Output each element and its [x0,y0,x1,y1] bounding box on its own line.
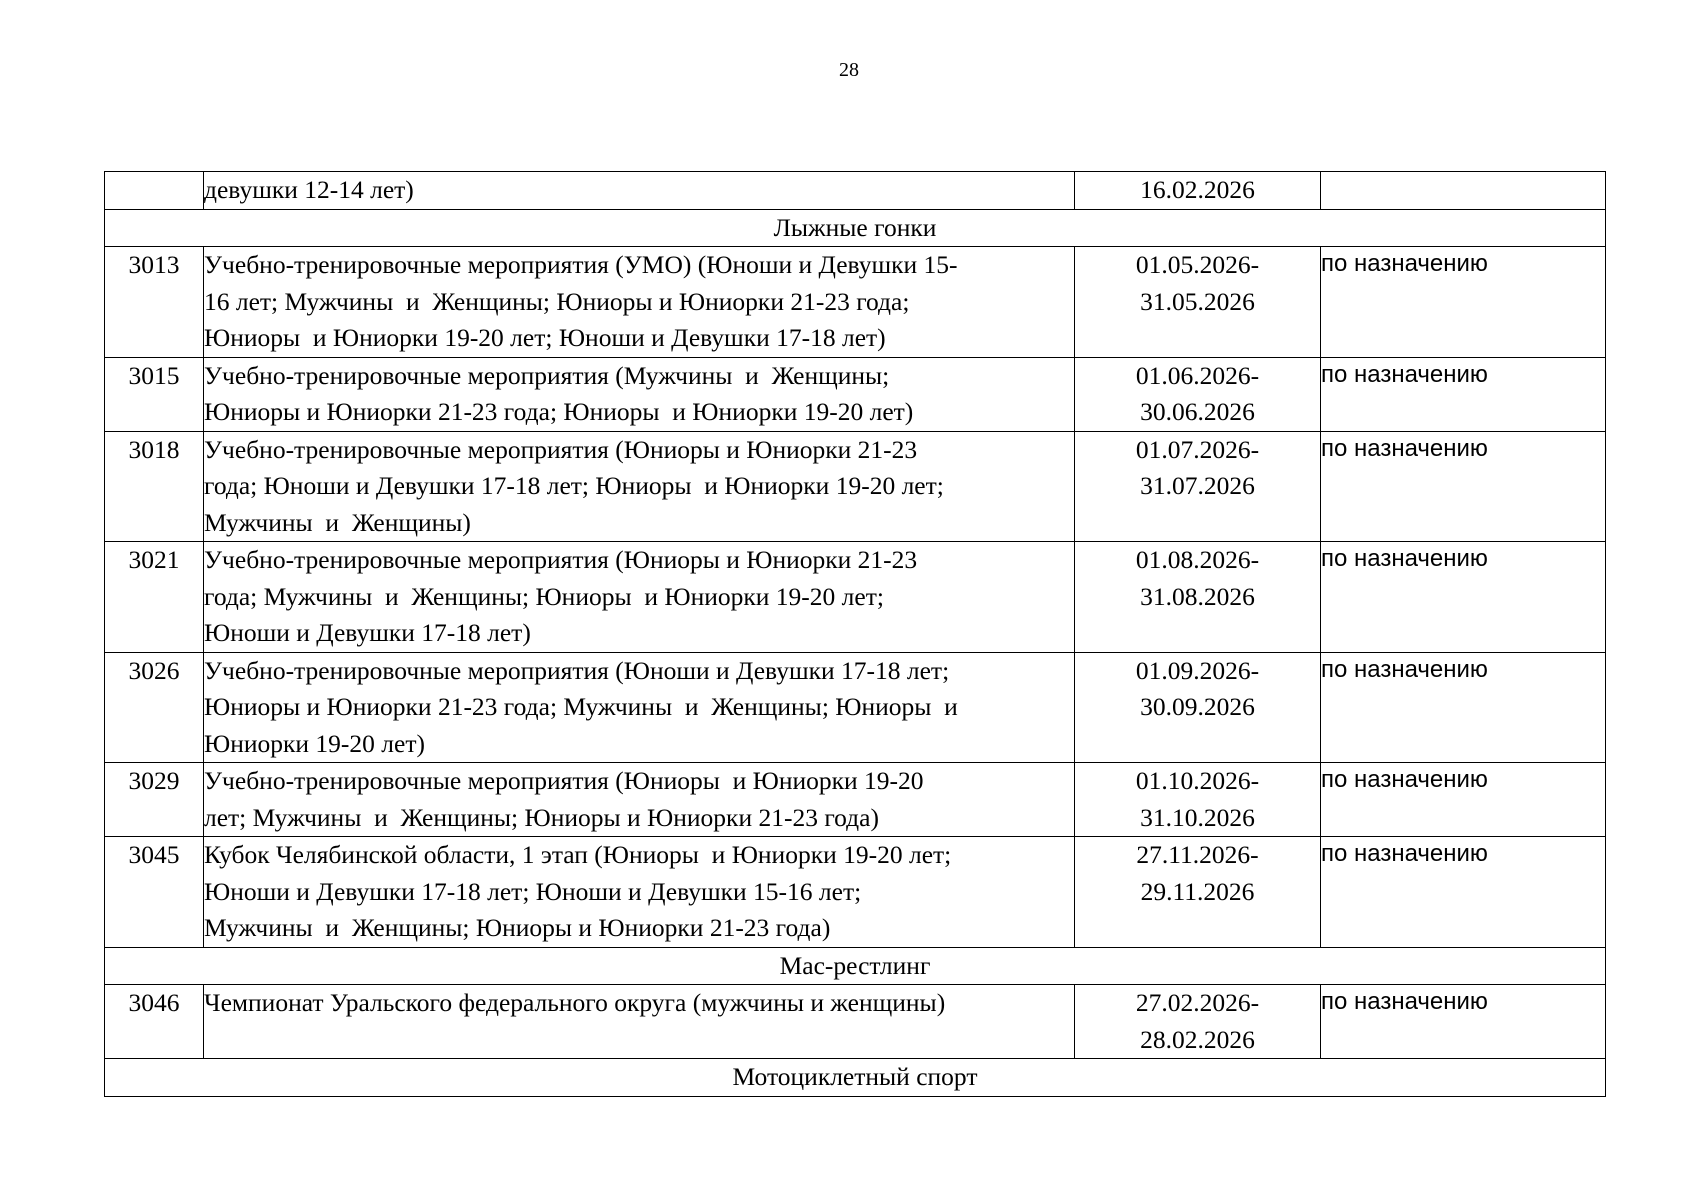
event-number: 3013 [105,247,204,358]
event-name [204,985,1075,1059]
event-name [204,247,1075,358]
event-date [1075,247,1321,358]
section-title: Мас-рестлинг [105,947,1606,985]
event-name [204,357,1075,431]
event-name-line: 16 лет; Мужчины и Женщины; Юниоры и Юниорки 21-23 года; [204,286,910,316]
event-name-line: Юниорки 19-20 лет) [204,728,425,758]
event-name-line: Юниоры и Юниорки 21-23 года; Юниоры и Юниорки 19-20 лет) [204,397,914,426]
event-name-line: Мужчины и Женщины) [204,507,471,537]
event-name-line: года; Юноши и Девушки 17-18 лет; Юниоры и Юниорки 19-20 лет; [204,471,944,500]
event-number: 3021 [105,542,204,653]
event-place: по назначению [1321,247,1606,358]
event-name [204,763,1075,837]
event-date-line: 31.05.2026 [1140,286,1255,316]
page-number: 28 [839,59,859,81]
event-date-line: 30.06.2026 [1140,397,1255,426]
event-name-line: Юноши и Девушки 17-18 лет) [204,618,531,647]
event-date-line: 29.11.2026 [1140,876,1255,906]
event-date [1075,652,1321,763]
event-name [204,652,1075,763]
continuation-row [105,172,1606,210]
event-name-line: Юниоры и Юниорки 21-23 года; Мужчины и Женщины; Юниоры и [204,692,958,721]
section-header-row [105,947,1606,985]
event-place: по назначению [1321,652,1606,763]
events-table-body [105,172,1606,1097]
event-date [1075,985,1321,1059]
event-place: по назначению [1321,431,1606,542]
event-date-line: 31.07.2026 [1140,471,1255,500]
event-date-line: 28.02.2026 [1140,1024,1255,1054]
section-title: Мотоциклетный спорт [105,1059,1606,1097]
event-number [105,172,204,210]
event-date [1075,763,1321,837]
event-name [204,431,1075,542]
event-row [105,763,1606,837]
event-name-line: Кубок Челябинской области, 1 этап (Юниоры и Юниорки 19-20 лет; [204,840,952,869]
event-name [204,542,1075,653]
event-date-line: 31.08.2026 [1140,581,1255,611]
event-date-line: 30.09.2026 [1140,692,1255,721]
event-number: 3046 [105,985,204,1059]
event-date-line: 01.05.2026- [1135,250,1260,279]
event-row [105,652,1606,763]
event-date-line: 01.10.2026- [1135,766,1260,795]
event-date-line: 01.06.2026- [1135,360,1260,390]
event-name-line: лет; Мужчины и Женщины; Юниоры и Юниорки 21-23 года) [204,802,879,832]
event-name-line: Юниоры и Юниорки 19-20 лет; Юноши и Девушки 17-18 лет) [204,323,886,352]
event-name [204,837,1075,948]
event-name-line: Учебно-тренировочные мероприятия (УМО) (Юноши и Девушки 15- [204,250,958,279]
event-date [1075,542,1321,653]
event-name-line: Учебно-тренировочные мероприятия (Юниоры и Юниорки 19-20 [204,766,924,795]
event-row [105,357,1606,431]
section-header-row [105,1059,1606,1097]
event-number: 3015 [105,357,204,431]
event-date-line: 27.02.2026- [1135,988,1260,1017]
event-number: 3029 [105,763,204,837]
event-place: по назначению [1321,763,1606,837]
event-row [105,542,1606,653]
event-row [105,985,1606,1059]
event-name-line: Учебно-тренировочные мероприятия (Мужчины и Женщины; [204,360,890,390]
section-header-row [105,209,1606,247]
event-number: 3045 [105,837,204,948]
event-place [1321,172,1606,210]
event-date [1075,431,1321,542]
event-name-line: Юноши и Девушки 17-18 лет; Юноши и Девушки 15-16 лет; [204,876,862,906]
event-number: 3026 [105,652,204,763]
event-place: по назначению [1321,357,1606,431]
event-place: по назначению [1321,542,1606,653]
event-name-line: Учебно-тренировочные мероприятия (Юниоры и Юниорки 21-23 [204,545,918,574]
event-row [105,247,1606,358]
event-name-line: Учебно-тренировочные мероприятия (Юноши и Девушки 17-18 лет; [204,655,950,685]
events-table [104,171,1606,1097]
event-name-line: Мужчины и Женщины; Юниоры и Юниорки 21-23 года) [204,913,831,942]
event-name-line: Учебно-тренировочные мероприятия (Юниоры и Юниорки 21-23 [204,434,918,464]
event-row [105,837,1606,948]
event-date-line: 01.07.2026- [1135,434,1260,464]
event-place: по назначению [1321,985,1606,1059]
section-title: Лыжные гонки [105,209,1606,247]
event-name-line: Чемпионат Уральского федерального округа (мужчины и женщины) [204,988,946,1017]
event-date [1075,837,1321,948]
event-date [1075,357,1321,431]
event-number: 3018 [105,431,204,542]
event-date-line: 01.08.2026- [1135,545,1260,574]
event-name: девушки 12-14 лет) [204,172,1075,210]
event-date: 16.02.2026 [1075,172,1321,210]
event-row [105,431,1606,542]
event-name-line: года; Мужчины и Женщины; Юниоры и Юниорки 19-20 лет; [204,581,884,611]
event-date-line: 31.10.2026 [1140,802,1255,832]
event-date-line: 27.11.2026- [1136,840,1259,869]
event-place: по назначению [1321,837,1606,948]
event-date-line: 01.09.2026- [1135,655,1260,685]
